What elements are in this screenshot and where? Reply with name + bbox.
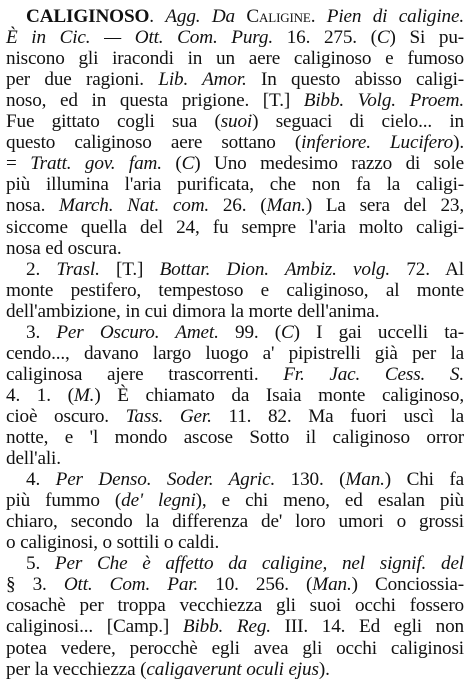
entry-text: ) È chiamato da Isaia monte caliginoso,	[94, 384, 464, 406]
entry-text: 10. 256. (	[198, 574, 313, 596]
entry-text: ), e chi meno, ed esalan più	[195, 490, 464, 512]
entry-text: ) Conciossia-	[351, 574, 464, 596]
entry-text: ) seguaci di cielo... in	[252, 111, 464, 133]
entry-text: ) Uno medesimo razzo di sole	[194, 153, 465, 175]
entry-text: 2.	[26, 258, 57, 280]
entry-text: ).	[453, 132, 464, 154]
entry-text: nosa.	[6, 195, 60, 217]
entry-text: ) I gai uccelli ta-	[293, 321, 464, 343]
entry-text: 5.	[26, 553, 55, 575]
entry-text: =	[6, 153, 31, 175]
entry-text: § 3.	[6, 574, 64, 596]
entry-text: 3.	[26, 321, 57, 343]
entry-text: più illumina l'aria purificata, che non fa la caligi-	[6, 174, 464, 196]
entry-text: niscono gli iracondi in un aere caliginoso e fumoso	[6, 48, 464, 70]
entry-text: notte, e 'l mondo ascose Sotto il caliginoso orror	[6, 427, 464, 448]
entry-text: In questo abisso caligi-	[246, 69, 464, 91]
entry-text: nosa ed oscura.	[6, 237, 122, 259]
entry-text: 26. (	[209, 195, 267, 217]
entry-italic-text: Bottar. Dion. Ambiz. volg.	[159, 258, 391, 280]
entry-text: 4.	[26, 469, 56, 491]
entry-text: noso, ed in questa prigione. [T.]	[6, 90, 304, 112]
entry-text: chiaro, secondo la differenza de' loro umori o grossi	[6, 511, 464, 533]
entry-text: caliginosi... [Camp.]	[6, 616, 183, 638]
entry-italic-text: Lib. Amor.	[158, 69, 247, 91]
entry-text: dell'ali.	[6, 448, 61, 470]
entry-text: dell'ambizione, in cui dimora la morte dell'anima.	[6, 300, 380, 322]
entry-italic-text: È in Cic. — Ott. Com. Purg.	[6, 27, 274, 49]
entry-text: III. 14. Ed egli non	[270, 616, 464, 638]
entry-text: cioè oscuro.	[6, 405, 126, 427]
entry-smallcaps-text: Caligine	[246, 6, 311, 27]
entry-text: siccome quella del 24, fu sempre l'aria molto caligi-	[6, 216, 464, 238]
entry-text: cosachè per troppa vecchiezza gli suoi occhi fossero	[6, 595, 464, 617]
entry-italic-text: Per Che è affetto da caligine, nel signif. del	[54, 553, 464, 575]
entry-italic-text: de' legni	[121, 490, 196, 512]
entry-text: Fue gittato cogli sua (	[6, 111, 221, 133]
entry-italic-text: Bibb. Reg.	[182, 616, 271, 638]
entry-italic-text: caligaverunt oculi ejus	[146, 658, 319, 680]
entry-text: .	[149, 6, 166, 27]
entry-italic-text: Man.	[266, 195, 306, 217]
entry-text: per due ragioni.	[6, 69, 159, 91]
entry-text: ) La sera del 23,	[305, 195, 464, 217]
entry-text: caliginosa ajere trascorrenti.	[6, 363, 284, 385]
entry-italic-text: suoi	[220, 111, 253, 133]
entry-text: ) Chi fa	[384, 469, 464, 491]
entry-text: più fummo (	[6, 490, 122, 512]
entry-text: [T.]	[99, 258, 160, 280]
entry-italic-text: Man.	[312, 574, 352, 596]
entry-italic-text: M.	[73, 384, 95, 406]
entry-text: potea vedere, perocchè egli avea gli occhi caliginosi	[6, 637, 464, 659]
entry-italic-text: Per Oscuro. Amet.	[56, 321, 219, 343]
entry-italic-text: Trasl.	[56, 258, 100, 280]
entry-text: .	[310, 6, 327, 27]
entry-text: 99. (	[218, 321, 282, 343]
entry-italic-text: Ott. Com. Par.	[63, 574, 199, 596]
entry-italic-text: C	[181, 153, 195, 175]
headword: CALIGINOSO	[26, 6, 150, 27]
entry-text: o caliginosi, o sottili o caldi.	[6, 532, 220, 554]
entry-italic-text: C	[281, 321, 294, 343]
entry-text: monte pestifero, tempestoso e caliginoso, al monte	[6, 279, 464, 301]
entry-text: 4. 1. (	[6, 384, 74, 406]
entry-text: 16. 275. (	[273, 27, 377, 49]
entry-italic-text: Man.	[345, 469, 385, 491]
entry-text: ).	[318, 658, 330, 680]
entry-italic-text: C	[376, 27, 390, 49]
entry-italic-text: Tass. Ger.	[125, 405, 212, 427]
entry-italic-text: Agg. Da	[165, 6, 247, 27]
entry-italic-text: Fr. Jac. Cess. S.	[283, 363, 464, 385]
entry-italic-text: Bibb. Volg. Proem.	[303, 90, 465, 112]
entry-italic-text: Pien di caligine.	[326, 6, 465, 27]
entry-text: per la vecchiezza (	[6, 658, 147, 680]
entry-text: 11. 82. Ma fuori uscì la	[211, 405, 464, 427]
entry-italic-text: inferiore. Lucifero	[301, 132, 454, 154]
entry-text: cendo..., davano largo luogo a' pipistrelli già per la	[6, 342, 464, 364]
entry-text: questo caliginoso aere sottano (	[6, 132, 302, 154]
entry-line	[6, 657, 464, 682]
entry-text: ) Si pu-	[389, 27, 464, 49]
entry-italic-text: Tratt. gov. fam.	[30, 153, 162, 175]
entry-text: 72. Al	[390, 258, 464, 280]
entry-italic-text: March. Nat. com.	[59, 195, 210, 217]
entry-text: 130. (	[275, 469, 346, 491]
entry-italic-text: Per Denso. Soder. Agric.	[55, 469, 276, 491]
entry-text: (	[161, 153, 182, 175]
